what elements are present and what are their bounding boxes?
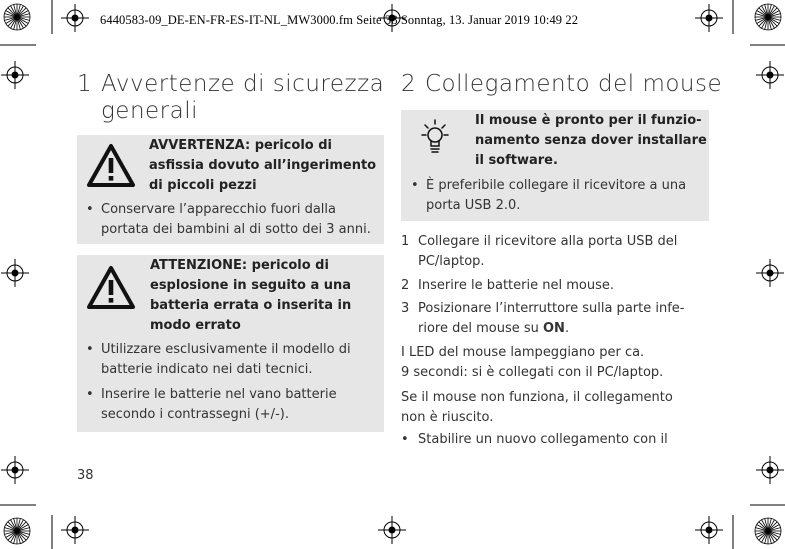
step-number: 1 bbox=[401, 234, 410, 249]
warning-box-choking bbox=[77, 135, 384, 244]
tip-title: Il mouse è pronto per il funzio- namento senza dover installare il software. bbox=[475, 113, 707, 168]
section-number: 2 bbox=[401, 71, 417, 97]
section-title-line1: Avvertenze di sicurezza bbox=[101, 71, 385, 97]
section-1-title bbox=[77, 71, 385, 127]
bullet-icon: • bbox=[86, 342, 94, 357]
bullet-icon: • bbox=[411, 178, 419, 193]
step-text: Collegare il ricevitore alla porta USB del PC/laptop. bbox=[418, 234, 678, 269]
step-text bbox=[418, 299, 684, 339]
page-number: 38 bbox=[77, 468, 94, 483]
bullet-icon: • bbox=[401, 432, 409, 447]
bullet-text: Inserire le batterie nel vano batterie secondo i contrassegni (+/-). bbox=[101, 387, 337, 422]
print-header: 6440583-09_DE-EN-FR-ES-IT-NL_MW3000.fm Seite 38 Sonntag, 13. Januar 2019 10:49 22 bbox=[100, 13, 579, 27]
step-number: 3 bbox=[401, 301, 410, 316]
warning-triangle-icon bbox=[86, 265, 136, 311]
failure-paragraph: Se il mouse non funziona, il collegamento non è riuscito. bbox=[401, 390, 673, 425]
bullet-text: Conservare l’apparecchio fuori dalla portata dei bambini al di sotto dei 3 anni. bbox=[101, 202, 371, 237]
led-paragraph: I LED del mouse lampeggiano per ca. 9 secondi: si è collegati con il PC/laptop. bbox=[401, 345, 664, 380]
on-label: ON bbox=[543, 321, 565, 336]
warning-triangle-icon bbox=[86, 143, 136, 189]
section-number: 1 bbox=[77, 71, 93, 97]
step-text-main: Posizionare l’interruttore sulla parte infe- riore del mouse su bbox=[418, 301, 685, 336]
tip-box bbox=[401, 110, 709, 221]
bullet-text: Utilizzare esclusivamente il modello di batterie indicato nei dati tecnici. bbox=[101, 342, 351, 377]
warning-title: ATTENZIONE: pericolo di esplosione in seguito a una batteria errata o inserita in modo errato bbox=[150, 258, 352, 333]
bullet-icon: • bbox=[86, 387, 94, 402]
bullet-icon: • bbox=[86, 202, 94, 217]
step-number: 2 bbox=[401, 278, 410, 293]
bullet-text: Stabilire un nuovo collegamento con il bbox=[418, 432, 668, 447]
section-title: Collegamento del mouse bbox=[425, 71, 723, 97]
lightbulb-icon bbox=[417, 118, 453, 160]
section-2-title bbox=[401, 71, 723, 99]
warning-title: AVVERTENZA: pericolo di asfissia dovuto all’ingerimento di piccoli pezzi bbox=[149, 138, 377, 193]
bullet-text: È preferibile collegare il ricevitore a una porta USB 2.0. bbox=[426, 178, 687, 213]
step-text-end: . bbox=[564, 321, 570, 336]
section-title-line2: generali bbox=[101, 98, 199, 124]
warning-box-battery bbox=[77, 255, 384, 432]
step-text: Inserire le batterie nel mouse. bbox=[418, 278, 614, 293]
